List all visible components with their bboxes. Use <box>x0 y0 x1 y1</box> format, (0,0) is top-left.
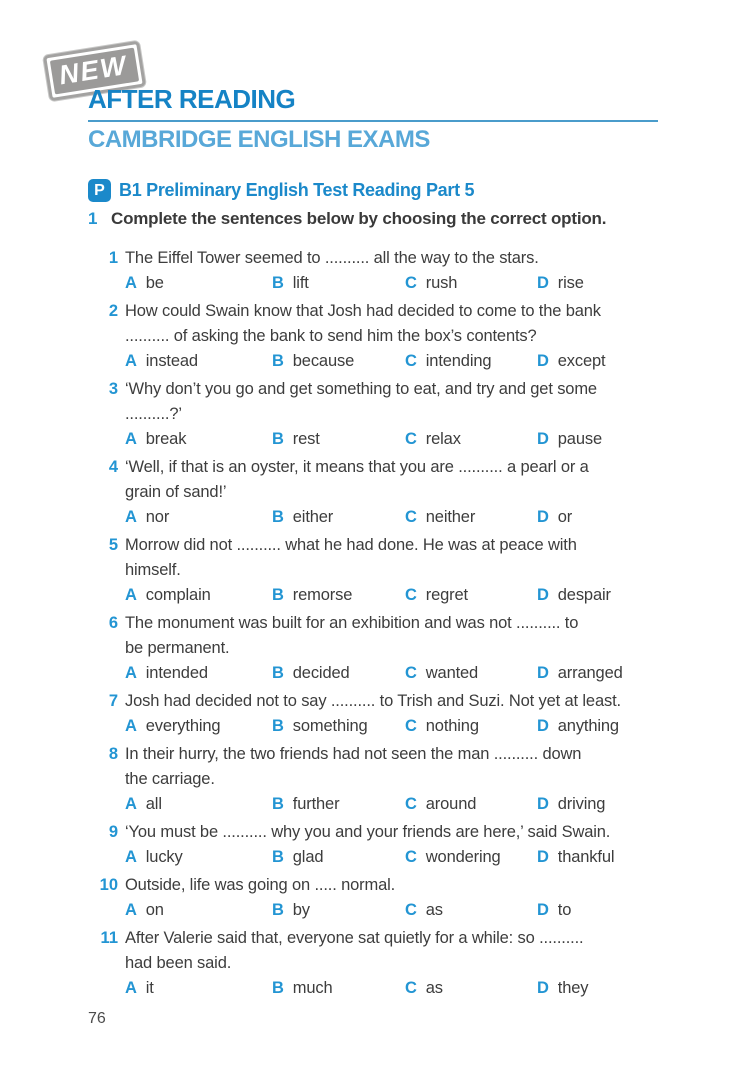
question-text-line: The monument was built for an exhibition and was not .......... to <box>125 614 579 632</box>
option-word: rush <box>425 274 458 292</box>
question-text-line: himself. <box>125 561 181 579</box>
option-a[interactable] <box>125 845 272 870</box>
option-word: remorse <box>292 586 353 604</box>
option-word: further <box>292 795 340 813</box>
question-item <box>88 689 698 739</box>
option-row <box>125 271 698 296</box>
option-letter: A <box>125 508 137 526</box>
option-letter: B <box>272 508 284 526</box>
question-item <box>88 299 698 374</box>
option-letter: C <box>405 664 417 682</box>
option-letter: A <box>125 901 137 919</box>
option-letter: D <box>537 352 549 370</box>
question-body <box>125 377 698 452</box>
option-word: as <box>425 979 443 997</box>
option-word: relax <box>425 430 461 448</box>
option-b[interactable] <box>272 661 405 686</box>
option-word: wanted <box>425 664 479 682</box>
option-word: intended <box>145 664 208 682</box>
option-word: pause <box>557 430 602 448</box>
option-b[interactable] <box>272 714 405 739</box>
question-item <box>88 455 698 530</box>
option-d[interactable] <box>537 505 698 530</box>
option-letter: D <box>537 717 549 735</box>
option-letter: B <box>272 717 284 735</box>
option-letter: D <box>537 848 549 866</box>
question-item <box>88 377 698 452</box>
question-number: 10 <box>99 876 118 894</box>
exam-section-header <box>88 179 474 202</box>
option-letter: C <box>405 979 417 997</box>
option-letter: C <box>405 430 417 448</box>
question-item <box>88 246 698 296</box>
question-text <box>125 533 698 583</box>
option-letter: B <box>272 430 284 448</box>
new-badge-label: NEW <box>50 48 139 95</box>
option-word: it <box>145 979 154 997</box>
option-letter: D <box>537 430 549 448</box>
option-row <box>125 976 698 1001</box>
instruction-number: 1 <box>88 209 98 228</box>
option-d[interactable] <box>537 661 698 686</box>
option-c[interactable] <box>405 583 537 608</box>
option-letter: D <box>537 274 549 292</box>
question-body <box>125 926 698 1001</box>
option-word: arranged <box>557 664 623 682</box>
question-text <box>125 377 698 427</box>
title-rule <box>88 120 658 122</box>
question-body <box>125 246 698 296</box>
option-a[interactable] <box>125 583 272 608</box>
option-c[interactable] <box>405 792 537 817</box>
option-d[interactable] <box>537 845 698 870</box>
question-item <box>88 533 698 608</box>
question-text-line: In their hurry, the two friends had not seen the man .......... down <box>125 745 582 763</box>
question-text-line: ‘Well, if that is an oyster, it means that you are .......... a pearl or a <box>125 458 589 476</box>
option-letter: A <box>125 717 137 735</box>
option-word: something <box>292 717 368 735</box>
option-letter: B <box>272 901 284 919</box>
option-c[interactable] <box>405 845 537 870</box>
question-body <box>125 689 698 739</box>
question-number: 7 <box>108 692 118 710</box>
option-word: lift <box>292 274 309 292</box>
option-d[interactable] <box>537 271 698 296</box>
option-c[interactable] <box>405 661 537 686</box>
question-text <box>125 820 698 845</box>
option-letter: A <box>125 664 137 682</box>
option-word: either <box>292 508 334 526</box>
option-b[interactable] <box>272 792 405 817</box>
option-d[interactable] <box>537 583 698 608</box>
option-word: anything <box>557 717 619 735</box>
option-row <box>125 505 698 530</box>
option-d[interactable] <box>537 898 698 923</box>
question-text-line: ..........?’ <box>125 405 182 423</box>
option-b[interactable] <box>272 349 405 374</box>
option-word: thankful <box>557 848 615 866</box>
option-letter: C <box>405 848 417 866</box>
question-text-line: the carriage. <box>125 770 215 788</box>
section-title: B1 Preliminary English Test Reading Part 5 <box>119 180 475 200</box>
question-item <box>88 926 698 1001</box>
question-text-line: Outside, life was going on ..... normal. <box>125 876 396 894</box>
option-letter: D <box>537 979 549 997</box>
option-row <box>125 898 698 923</box>
question-list <box>88 246 698 1004</box>
option-b[interactable] <box>272 583 405 608</box>
option-word: nothing <box>425 717 479 735</box>
option-letter: B <box>272 664 284 682</box>
option-letter: B <box>272 795 284 813</box>
question-text-line: Josh had decided not to say .......... to Trish and Suzi. Not yet at least. <box>125 692 621 710</box>
question-number: 5 <box>108 536 118 554</box>
option-b[interactable] <box>272 505 405 530</box>
option-letter: A <box>125 848 137 866</box>
option-word: rest <box>292 430 320 448</box>
option-b[interactable] <box>272 898 405 923</box>
question-text <box>125 455 698 505</box>
option-letter: A <box>125 352 137 370</box>
option-d[interactable] <box>537 976 698 1001</box>
option-a[interactable] <box>125 661 272 686</box>
option-c[interactable] <box>405 349 537 374</box>
question-body <box>125 873 698 923</box>
option-row <box>125 583 698 608</box>
option-letter: B <box>272 274 284 292</box>
option-word: except <box>557 352 606 370</box>
option-word: be <box>145 274 164 292</box>
option-c[interactable] <box>405 505 537 530</box>
question-text-line: ‘You must be .......... why you and your friends are here,’ said Swain. <box>125 823 611 841</box>
option-d[interactable] <box>537 792 698 817</box>
option-b[interactable] <box>272 976 405 1001</box>
option-a[interactable] <box>125 898 272 923</box>
option-letter: D <box>537 901 549 919</box>
option-word: because <box>292 352 355 370</box>
option-word: intending <box>425 352 492 370</box>
option-c[interactable] <box>405 976 537 1001</box>
option-letter: A <box>125 586 137 604</box>
page-title: AFTER READING <box>88 84 296 114</box>
option-row <box>125 661 698 686</box>
option-letter: C <box>405 795 417 813</box>
option-word: regret <box>425 586 468 604</box>
question-number: 11 <box>100 929 118 947</box>
exercise-instruction <box>88 209 606 229</box>
option-word: around <box>425 795 477 813</box>
question-text-line: After Valerie said that, everyone sat quietly for a while: so .......... <box>125 929 584 947</box>
question-body <box>125 611 698 686</box>
option-letter: A <box>125 274 137 292</box>
question-item <box>88 873 698 923</box>
option-b[interactable] <box>272 845 405 870</box>
option-word: everything <box>145 717 221 735</box>
question-text-line: ‘Why don’t you go and get something to eat, and try and get some <box>125 380 597 398</box>
question-text <box>125 299 698 349</box>
option-word: driving <box>557 795 606 813</box>
option-word: as <box>425 901 443 919</box>
option-word: neither <box>425 508 476 526</box>
preliminary-p-badge-icon: P <box>88 179 111 202</box>
option-word: nor <box>145 508 170 526</box>
option-word: wondering <box>425 848 501 866</box>
option-letter: C <box>405 352 417 370</box>
question-item <box>88 820 698 870</box>
question-number: 1 <box>108 249 118 267</box>
option-word: complain <box>145 586 211 604</box>
option-letter: D <box>537 508 549 526</box>
question-number: 2 <box>108 302 118 320</box>
option-letter: C <box>405 586 417 604</box>
question-text <box>125 873 698 898</box>
option-word: they <box>557 979 589 997</box>
question-number: 8 <box>108 745 118 763</box>
option-letter: B <box>272 848 284 866</box>
option-a[interactable] <box>125 976 272 1001</box>
option-row <box>125 427 698 452</box>
question-text <box>125 246 698 271</box>
option-row <box>125 714 698 739</box>
question-number: 6 <box>108 614 118 632</box>
question-body <box>125 455 698 530</box>
page-number: 76 <box>88 1010 106 1027</box>
option-a[interactable] <box>125 505 272 530</box>
option-a[interactable] <box>125 427 272 452</box>
question-number: 3 <box>108 380 118 398</box>
option-row <box>125 792 698 817</box>
option-letter: C <box>405 901 417 919</box>
question-item <box>88 742 698 817</box>
option-b[interactable] <box>272 427 405 452</box>
question-body <box>125 742 698 817</box>
question-text-line: grain of sand!’ <box>125 483 227 501</box>
option-letter: A <box>125 795 137 813</box>
option-d[interactable] <box>537 714 698 739</box>
option-letter: A <box>125 979 137 997</box>
instruction-text: Complete the sentences below by choosing the correct option. <box>111 209 607 228</box>
option-row <box>125 349 698 374</box>
question-text-line: .......... of asking the bank to send him the box’s contents? <box>125 327 537 345</box>
question-text-line: had been said. <box>125 954 232 972</box>
option-word: rise <box>557 274 584 292</box>
option-c[interactable] <box>405 714 537 739</box>
option-word: all <box>145 795 162 813</box>
option-letter: D <box>537 586 549 604</box>
option-word: instead <box>145 352 198 370</box>
option-letter: D <box>537 664 549 682</box>
question-text <box>125 689 698 714</box>
question-text <box>125 926 698 976</box>
option-d[interactable] <box>537 349 698 374</box>
option-a[interactable] <box>125 714 272 739</box>
option-a[interactable] <box>125 349 272 374</box>
option-word: much <box>292 979 333 997</box>
option-letter: C <box>405 508 417 526</box>
option-c[interactable] <box>405 271 537 296</box>
option-word: glad <box>292 848 324 866</box>
option-word: lucky <box>145 848 183 866</box>
option-word: by <box>292 901 310 919</box>
option-word: on <box>145 901 164 919</box>
option-letter: D <box>537 795 549 813</box>
option-c[interactable] <box>405 427 537 452</box>
option-row <box>125 845 698 870</box>
question-text-line: How could Swain know that Josh had decided to come to the bank <box>125 302 601 320</box>
question-body <box>125 299 698 374</box>
question-text <box>125 611 698 661</box>
question-number: 9 <box>108 823 118 841</box>
option-c[interactable] <box>405 898 537 923</box>
question-body <box>125 533 698 608</box>
option-letter: B <box>272 352 284 370</box>
option-word: or <box>557 508 573 526</box>
question-text-line: Morrow did not .......... what he had done. He was at peace with <box>125 536 577 554</box>
question-text-line: The Eiffel Tower seemed to .......... all the way to the stars. <box>125 249 539 267</box>
option-letter: C <box>405 717 417 735</box>
option-a[interactable] <box>125 792 272 817</box>
question-text-line: be permanent. <box>125 639 230 657</box>
option-d[interactable] <box>537 427 698 452</box>
question-body <box>125 820 698 870</box>
option-word: decided <box>292 664 350 682</box>
option-a[interactable] <box>125 271 272 296</box>
option-letter: B <box>272 586 284 604</box>
option-letter: B <box>272 979 284 997</box>
question-item <box>88 611 698 686</box>
question-text <box>125 742 698 792</box>
option-letter: A <box>125 430 137 448</box>
option-word: to <box>557 901 572 919</box>
question-number: 4 <box>108 458 118 476</box>
page-subtitle: CAMBRIDGE ENGLISH EXAMS <box>88 126 430 153</box>
option-word: despair <box>557 586 611 604</box>
option-letter: C <box>405 274 417 292</box>
option-word: break <box>145 430 187 448</box>
option-b[interactable] <box>272 271 405 296</box>
